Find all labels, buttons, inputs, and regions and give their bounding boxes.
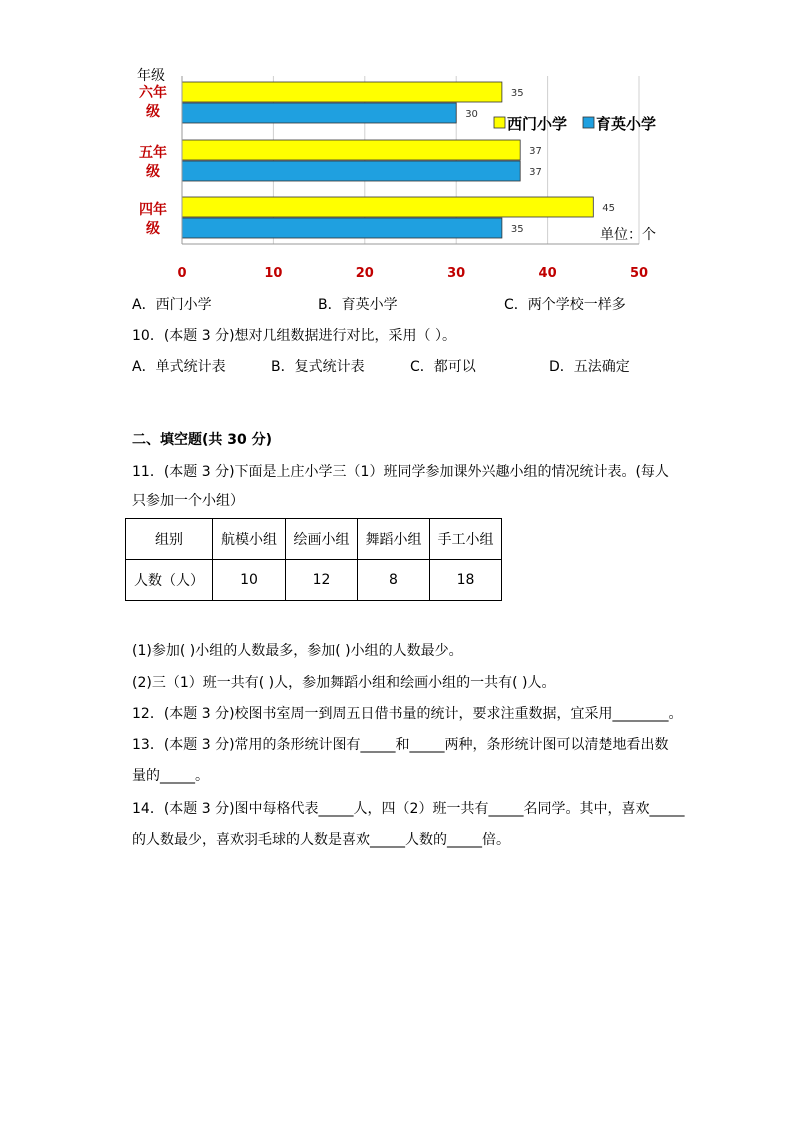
section2-title: 二、填空题(共 30 分) bbox=[132, 432, 273, 448]
table-cell: 12 bbox=[286, 560, 358, 601]
table-cell: 18 bbox=[430, 560, 502, 601]
chart-bars bbox=[182, 82, 593, 238]
chart-bar bbox=[182, 197, 593, 217]
chart-value-label: 37 bbox=[529, 167, 542, 178]
chart-bar bbox=[182, 161, 520, 181]
chart-bar bbox=[182, 140, 520, 160]
chart-x-tick-label: 20 bbox=[355, 266, 374, 281]
table-cell: 8 bbox=[358, 560, 430, 601]
q10-option-b: B．复式统计表 bbox=[271, 359, 365, 375]
q10-option-a: A．单式统计表 bbox=[132, 359, 226, 375]
table-header-cell: 舞蹈小组 bbox=[358, 519, 430, 560]
q10-option-d: D．五法确定 bbox=[549, 359, 630, 375]
table-row bbox=[126, 560, 502, 601]
q14-line2: 的人数最少，喜欢羽毛球的人数是喜欢_____人数的_____倍。 bbox=[132, 832, 510, 848]
chart-x-tick-label: 50 bbox=[629, 266, 649, 281]
q9-option-a: A．西门小学 bbox=[132, 297, 212, 313]
chart-x-ticks bbox=[177, 266, 648, 281]
chart-bar bbox=[182, 103, 456, 123]
q11-sub1: (1)参加( )小组的人数最多，参加( )小组的人数最少。 bbox=[132, 643, 463, 659]
chart-category-label: 级 bbox=[146, 104, 160, 120]
q14-line1: 14．(本题 3 分)图中每格代表_____人，四（2）班一共有_____名同学。其中，喜欢_____ bbox=[132, 801, 685, 817]
table-header-cell: 绘画小组 bbox=[286, 519, 358, 560]
q10-stem: 10．(本题 3 分)想对几组数据进行对比，采用（ ）。 bbox=[132, 328, 456, 344]
chart-value-label: 35 bbox=[510, 88, 524, 99]
legend-swatch bbox=[494, 117, 505, 128]
chart-category-label: 级 bbox=[146, 221, 160, 237]
q11-sub2: (2)三（1）班一共有( )人，参加舞蹈小组和绘画小组的一共有( )人。 bbox=[132, 675, 556, 691]
chart-value-label: 37 bbox=[529, 146, 542, 157]
q12-text: 12．(本题 3 分)校图书室周一到周五日借书量的统计，要求注重数据，宜采用________。 bbox=[132, 706, 683, 722]
chart-x-tick-label: 30 bbox=[447, 266, 466, 281]
chart-category-label: 级 bbox=[146, 164, 160, 180]
table-cell: 10 bbox=[213, 560, 286, 601]
legend-swatch bbox=[583, 117, 594, 128]
q9-option-b: B．育英小学 bbox=[318, 297, 398, 313]
table-header-row bbox=[126, 519, 502, 560]
chart-x-tick-label: 10 bbox=[264, 266, 283, 281]
chart-value-label: 45 bbox=[602, 203, 616, 214]
q13-line2: 量的_____。 bbox=[132, 768, 209, 784]
chart-category-label: 四年 bbox=[139, 202, 167, 218]
interest-group-table bbox=[125, 518, 502, 601]
chart-bar bbox=[182, 82, 502, 102]
q13-line1: 13．(本题 3 分)常用的条形统计图有_____和_____两种，条形统计图可以清楚地看出数 bbox=[132, 737, 669, 753]
chart-category-label: 五年 bbox=[139, 145, 167, 161]
table-header-cell: 组别 bbox=[126, 519, 213, 560]
table-header-cell: 航模小组 bbox=[213, 519, 286, 560]
chart-unit-label: 单位：个 bbox=[600, 227, 656, 243]
chart-category-labels bbox=[139, 84, 167, 237]
q10-option-c: C．都可以 bbox=[410, 359, 476, 375]
chart-x-tick-label: 40 bbox=[538, 266, 557, 281]
chart-value-label: 30 bbox=[465, 109, 478, 120]
q11-line1: 11．(本题 3 分)下面是上庄小学三（1）班同学参加课外兴趣小组的情况统计表。(每人 bbox=[132, 464, 669, 480]
chart-y-axis-title: 年级 bbox=[137, 68, 165, 84]
chart-bar bbox=[182, 218, 502, 238]
grade-bar-chart bbox=[0, 0, 794, 290]
legend-label: 西门小学 bbox=[507, 115, 568, 133]
chart-x-tick-label: 0 bbox=[177, 266, 187, 281]
table-cell: 人数（人） bbox=[126, 560, 213, 601]
legend-label: 育英小学 bbox=[596, 115, 657, 133]
chart-legend bbox=[494, 115, 656, 133]
q11-line2: 只参加一个小组） bbox=[132, 493, 244, 509]
q9-option-c: C．两个学校一样多 bbox=[504, 297, 626, 313]
table-header-cell: 手工小组 bbox=[430, 519, 502, 560]
chart-category-label: 六年 bbox=[139, 85, 167, 101]
chart-value-label: 35 bbox=[510, 224, 524, 235]
